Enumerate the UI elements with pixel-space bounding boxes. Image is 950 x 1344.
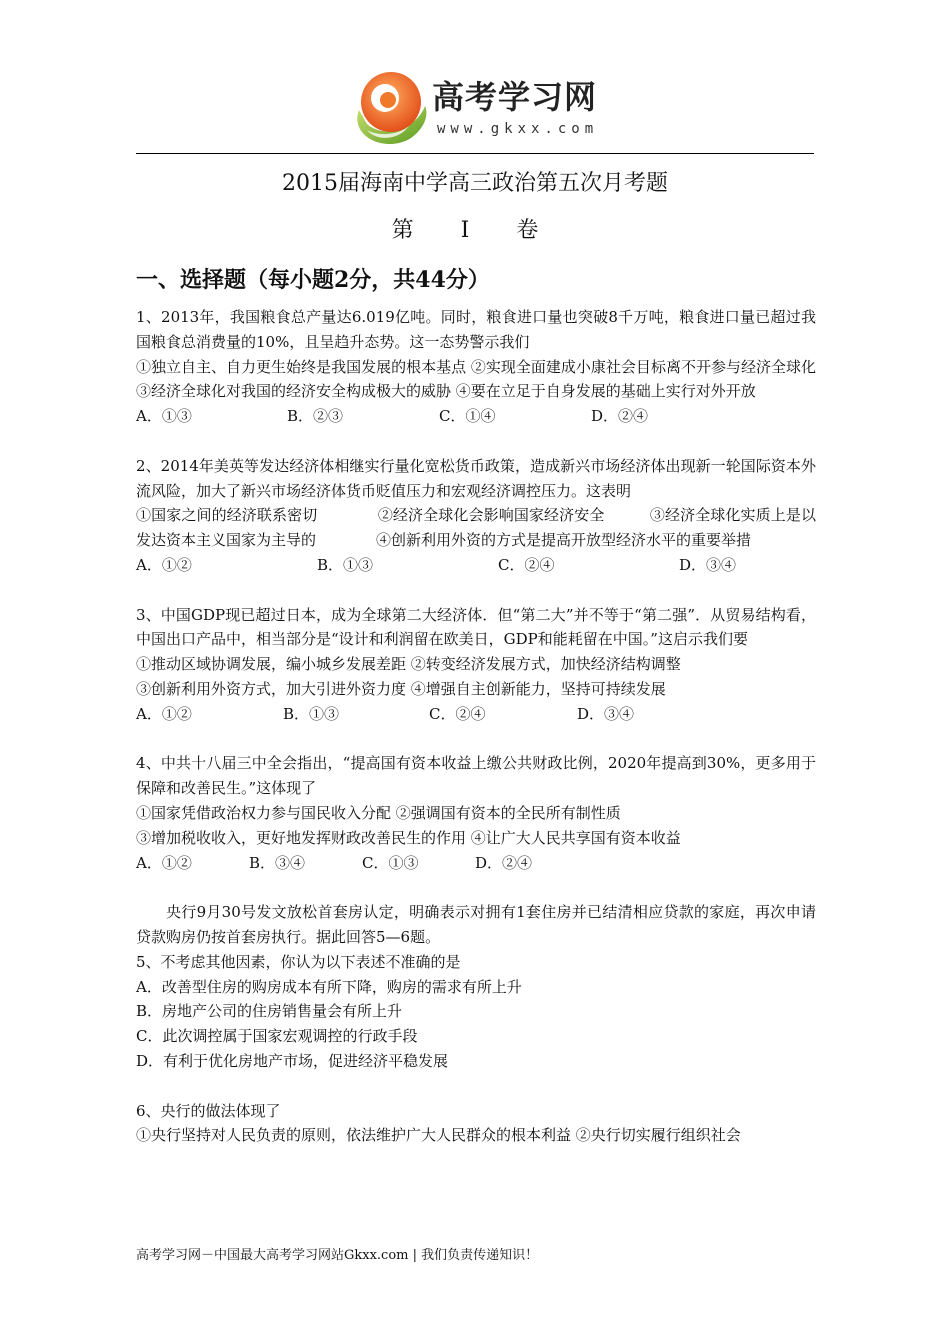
volume-heading: 第 Ⅰ 卷 bbox=[391, 218, 559, 243]
section-heading: 一、选择题（每小题2分，共44分） bbox=[136, 267, 490, 293]
q3-option-a: A．①② bbox=[136, 704, 192, 723]
logo-emblem-icon bbox=[345, 66, 435, 150]
q3-item-line-2: ③创新利用外资方式，加大引进外资力度 ④增强自主创新能力，坚持可持续发展 bbox=[136, 679, 666, 698]
q1-option-a: A．①③ bbox=[136, 407, 192, 426]
site-logo bbox=[345, 66, 615, 150]
q1-items: ①独立自主、自力更生始终是我国发展的根本基点 ②实现全面建成小康社会目标离不开参与经济全球化 ③经济全球化对我国的经济安全构成极大的威胁 ④要在立足于自身发展的基础上实行对外开放 bbox=[136, 357, 816, 401]
q2-option-d: D．③④ bbox=[679, 555, 737, 574]
q4-item-line-1: ①国家凭借政治权力参与国民收入分配 ②强调国有资本的全民所有制性质 bbox=[136, 803, 621, 822]
header-divider bbox=[136, 153, 814, 154]
q2-items: ①国家之间的经济联系密切 ②经济全球化会影响国家经济安全 ③经济全球化实质上是以发达资本主义国家为主导的 ④创新利用外资的方式是提高开放型经济水平的重要举措 bbox=[136, 506, 816, 550]
q5-option-c: C．此次调控属于国家宏观调控的行政手段 bbox=[136, 1027, 418, 1046]
q1-stem: 1、2013年，我国粮食总产量达6.019亿吨。同时，粮食进口量也突破8千万吨，粮食进口量已超过我国粮食总消费量的10%，且呈趋升态势。这一态势警示我们 bbox=[136, 308, 816, 351]
q1-options bbox=[136, 404, 816, 429]
q4-option-b: B．③④ bbox=[249, 853, 306, 872]
q4-stem: 4、中共十八届三中全会指出，“提高国有资本收益上缴公共财政比例，2020年提高到30%，更多用于保障和改善民生。”这体现了 bbox=[136, 754, 816, 798]
q4-option-d: D．②④ bbox=[475, 853, 533, 872]
q5-option-a: A．改善型住房的购房成本有所下降，购房的需求有所上升 bbox=[136, 977, 522, 996]
q2-option-c: C．②④ bbox=[498, 555, 555, 574]
q4-option-c: C．①③ bbox=[362, 853, 419, 872]
q4-option-a: A．①② bbox=[136, 853, 192, 872]
logo-name: 高考学习网 bbox=[432, 78, 598, 116]
q3-option-d: D．③④ bbox=[577, 704, 635, 723]
q3-option-b: B．①③ bbox=[283, 704, 340, 723]
q6-items: ①央行坚持对人民负责的原则，依法维护广大人民群众的根本利益 ②央行切实履行组织社会 bbox=[136, 1126, 741, 1145]
q2-option-a: A．①② bbox=[136, 555, 192, 574]
q2-option-b: B．①③ bbox=[317, 555, 374, 574]
question-list bbox=[136, 305, 816, 1148]
q3-stem: 3、中国GDP现已超过日本，成为全球第二大经济体．但“第二大”并不等于“第二强”．从贸易结构看，中国出口产品中，相当部分是“设计和利润留在欧美日，GDP和能耗留在中国。”这启示我们要 bbox=[136, 605, 816, 649]
q6-stem: 6、央行的做法体现了 bbox=[136, 1101, 281, 1120]
q1-option-d: D．②④ bbox=[591, 407, 649, 426]
logo-url: www.gkxx.com bbox=[437, 121, 599, 137]
q2-stem: 2、2014年美英等发达经济体相继实行量化宽松货币政策，造成新兴市场经济体出现新一轮国际资本外流风险，加大了新兴市场经济体货币贬值压力和宏观经济调控压力。这表明 bbox=[136, 456, 816, 500]
q5-option-b: B．房地产公司的住房销售量会有所上升 bbox=[136, 1002, 403, 1021]
q1-option-c: C．①④ bbox=[439, 407, 496, 426]
q3-item-line-1: ①推动区域协调发展，编小城乡发展差距 ②转变经济发展方式，加快经济结构调整 bbox=[136, 655, 681, 674]
page-title: 2015届海南中学高三政治第五次月考题 bbox=[282, 171, 668, 196]
q4-item-line-2: ③增加税收收入，更好地发挥财政改善民生的作用 ④让广大人民共享国有资本收益 bbox=[136, 828, 681, 847]
q2-options bbox=[136, 553, 816, 578]
q5-option-d: D．有利于优化房地产市场，促进经济平稳发展 bbox=[136, 1051, 449, 1070]
page-footer: 高考学习网－中国最大高考学习网站Gkxx.com | 我们负责传递知识！ bbox=[136, 1248, 539, 1263]
q3-options bbox=[136, 702, 816, 727]
q5-stem: 5、不考虑其他因素，你认为以下表述不准确的是 bbox=[136, 952, 461, 971]
q3-option-c: C．②④ bbox=[429, 704, 486, 723]
q1-option-b: B．②③ bbox=[287, 407, 344, 426]
material-passage: 央行9月30号发文放松首套房认定，明确表示对拥有1套住房并已结清相应贷款的家庭，再次申请贷款购房仍按首套房执行。据此回答5—6题。 bbox=[136, 903, 816, 946]
q4-options bbox=[136, 851, 816, 876]
